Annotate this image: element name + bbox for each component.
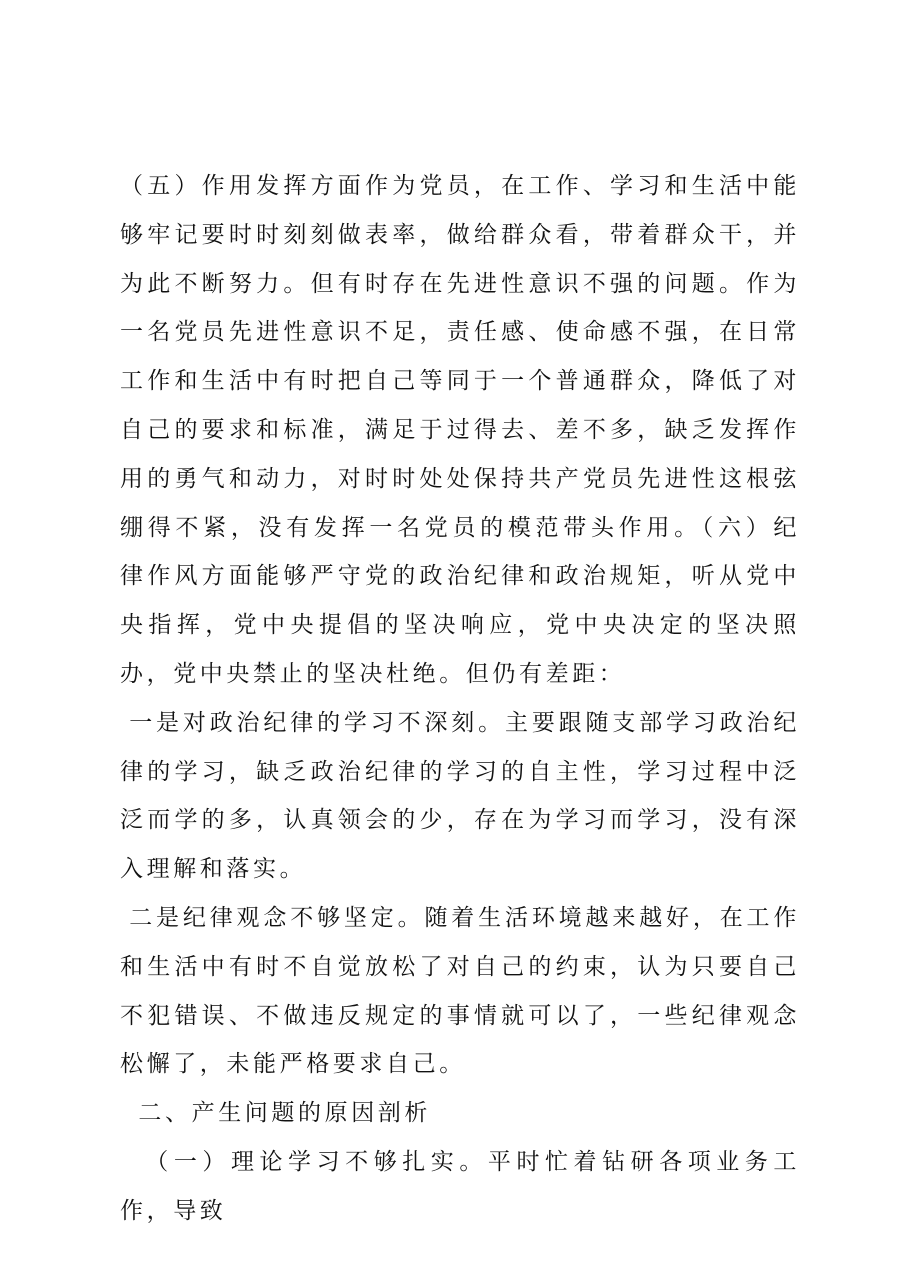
document-body [120,162,800,1236]
paragraph-political-discipline-study: 一是对政治纪律的学习不深刻。主要跟随支部学习政治纪律的学习，缺乏政治纪律的学习的自主性，学习过程中泛泛而学的多，认真领会的少，存在为学习而学习，没有深入理解和落实。 [120,709,800,883]
paragraph-discipline-awareness: 二是纪律观念不够坚定。随着生活环境越来越好，在工作和生活中有时不自觉放松了对自己的约束，认为只要自己不犯错误、不做违反规定的事情就可以了，一些纪律观念松懈了，未能严格要求自己。 [120,904,800,1078]
paragraph-theory-study: （一）理论学习不够扎实。平时忙着钻研各项业务工作，导致 [120,1148,800,1224]
section-heading-cause-analysis: 二、产生问题的原因剖析 [138,1100,431,1127]
paragraph-role-and-discipline: （五）作用发挥方面作为党员，在工作、学习和生活中能够牢记要时时刻刻做表率，做给群众看，带着群众干，并为此不断努力。但有时存在先进性意识不强的问题。作为一名党员先进性意识不足，责任感、使命感不强，在日常工作和生活中有时把自己等同于一个普通群众，降低了对自己的要求和标准，满足于过得去、差不多，缺乏发挥作用的勇气和动力，对时时处处保持共产党员先进性这根弦绷得不紧，没有发挥一名党员的模范带头作用。（六）纪律作风方面能够严守党的政治纪律和政治规矩，听从党中央指挥，党中央提倡的坚决响应，党中央决定的坚决照办，党中央禁止的坚决杜绝。但仍有差距： [120,173,800,687]
